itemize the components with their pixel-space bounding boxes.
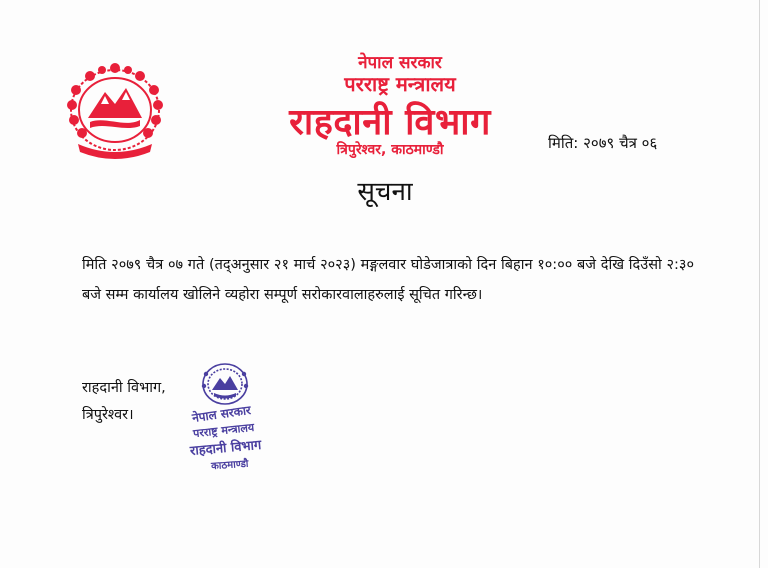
- signature-location: त्रिपुरेश्वर।: [82, 407, 134, 423]
- org-ministry-label: परराष्ट्र मन्त्रालय: [344, 72, 456, 96]
- notice-body: मिति २०७९ चैत्र ०७ गते (तद्अनुसार २१ मार्च २०२३) मङ्गलवार घोडेजात्राको दिन बिहान १०:०० बजे देखि दिउँसो २:३० बजे सम्म कार्यालय खोलिने व्यहोरा सम्पूर्ण सरोकारवालाहरुलाई सूचित गरिन्छ।: [82, 257, 694, 303]
- stamp-line1: नेपाल सरकार: [191, 402, 252, 426]
- page-edge: [759, 0, 760, 568]
- signature-office: राहदानी विभाग,: [82, 380, 166, 396]
- official-stamp-icon: [170, 360, 290, 475]
- stamp-line3: राहदानी विभाग: [189, 437, 262, 460]
- nepal-emblem-icon: [60, 60, 170, 164]
- org-department-title: राहदानी विभाग: [289, 102, 491, 143]
- org-government-label: नेपाल सरकार: [358, 53, 442, 73]
- notice-title: सूचना: [357, 177, 413, 207]
- stamp-line4: काठमाण्डौ: [210, 458, 249, 473]
- notice-date: मिति: २०७९ चैत्र ०६: [548, 134, 658, 152]
- org-address-label: त्रिपुरेश्वर, काठमाण्डौ: [336, 142, 444, 158]
- stamp-line2: परराष्ट्र मन्त्रालय: [192, 420, 255, 441]
